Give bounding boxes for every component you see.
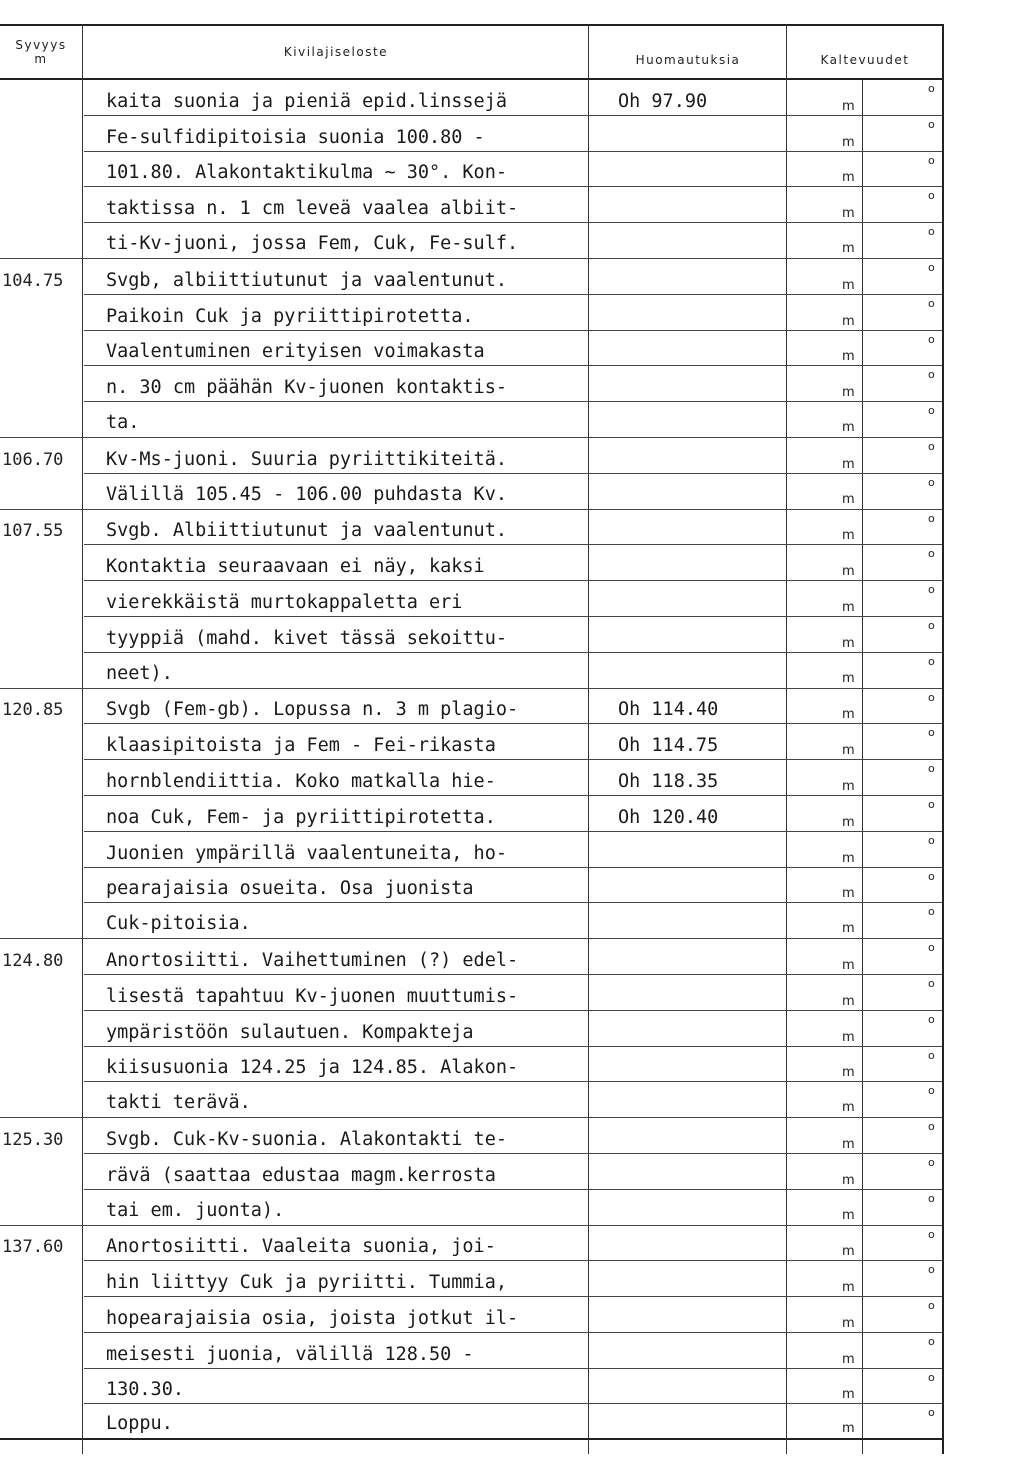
table-row [0,1369,942,1405]
dip-unit-degree: o [928,762,935,776]
header-notes: Huomautuksia [635,53,741,67]
description-text: n. 30 cm päähän Kv-juonen kontaktis- [106,377,507,399]
dip-unit-degree: o [928,439,935,453]
description-text: hopearajaisia osia, joista jotkut il- [106,1307,519,1329]
dip-unit-degree: o [928,1406,935,1420]
dip-unit-meter: m [842,957,855,973]
depth-value: 104.75 [2,270,64,291]
table-row [0,796,942,832]
dip-unit-degree: o [928,260,935,274]
header-depth [0,26,82,78]
table-row [0,1082,942,1118]
table-row [0,80,942,116]
dip-unit-degree: o [928,869,935,883]
depth-value: 137.60 [2,1237,64,1258]
table-row [0,510,942,546]
dip-unit-meter: m [842,206,855,222]
description-text: Välillä 105.45 - 106.00 puhdasta Kv. [106,483,507,505]
dip-unit-meter: m [842,778,855,794]
dip-unit-degree: o [928,654,935,668]
table-row [0,653,942,689]
dip-unit-meter: m [842,528,855,544]
table-row [0,116,942,152]
dip-unit-degree: o [928,976,935,990]
table-row [0,1404,942,1440]
depth-value: 107.55 [2,521,64,542]
description-text: ti-Kv-juoni, jossa Fem, Cuk, Fe-sulf. [106,232,519,254]
dip-unit-meter: m [842,814,855,830]
description-text: 101.80. Alakontaktikulma ~ 30°. Kon- [106,162,507,184]
dip-unit-degree: o [928,833,935,847]
note-text: Oh 120.40 [618,806,719,828]
description-text: Vaalentuminen erityisen voimakasta [106,341,485,363]
table-row [0,617,942,653]
description-text: Kv-Ms-juoni. Suuria pyriittikiteitä. [106,448,507,470]
depth-value: 125.30 [2,1129,64,1150]
description-text: Cuk-pitoisia. [106,913,251,935]
dip-unit-meter: m [842,1421,855,1437]
header-depth-label: Syvyys [15,38,67,52]
dip-unit-degree: o [928,618,935,632]
description-text: taktissa n. 1 cm leveä vaalea albiit- [106,198,519,220]
description-text: noa Cuk, Fem- ja pyriittipirotetta. [106,806,496,828]
table-row [0,581,942,617]
dip-unit-degree: o [928,1263,935,1277]
description-text: 130.30. [106,1379,184,1401]
dip-unit-degree: o [928,368,935,382]
table-row [0,903,942,939]
dip-unit-degree: o [928,1012,935,1026]
dip-unit-degree: o [928,153,935,167]
dip-unit-meter: m [842,1065,855,1081]
description-text: rävä (saattaa edustaa magm.kerrosta [106,1164,496,1186]
table-row [0,760,942,796]
table-row [0,187,942,223]
dip-unit-degree: o [928,1334,935,1348]
table-row [0,438,942,474]
dip-unit-degree: o [928,941,935,955]
description-text: tai em. juonta). [106,1199,285,1221]
dip-unit-degree: o [928,511,935,525]
dip-unit-meter: m [842,385,855,401]
description-text: takti terävä. [106,1092,251,1114]
dip-unit-degree: o [928,82,935,95]
description-text: Kontaktia seuraavaan ei näy, kaksi [106,556,485,578]
drill-log-sheet [0,24,944,1454]
header-depth-unit: m [34,52,48,66]
table-row [0,331,942,367]
dip-unit-meter: m [842,313,855,329]
description-text: meisesti juonia, välillä 128.50 - [106,1343,474,1365]
log-rows [0,80,942,1440]
table-row [0,474,942,510]
table-row [0,295,942,331]
description-text: ympäristöön sulautuen. Kompakteja [106,1021,474,1043]
description-text: lisestä tapahtuu Kv-juonen muuttumis- [106,985,519,1007]
depth-value: 106.70 [2,449,64,470]
dip-unit-meter: m [842,277,855,293]
dip-unit-degree: o [928,332,935,346]
dip-unit-meter: m [842,1315,855,1331]
description-text: klaasipitoista ja Fem - Fei-rikasta [106,735,496,757]
dip-unit-meter: m [842,921,855,937]
dip-unit-degree: o [928,1227,935,1241]
dip-unit-meter: m [842,1172,855,1188]
dip-unit-meter: m [842,170,855,186]
table-row [0,939,942,975]
dip-unit-meter: m [842,707,855,723]
dip-unit-meter: m [842,134,855,150]
dip-unit-meter: m [842,993,855,1009]
table-row [0,868,942,904]
dip-unit-meter: m [842,1100,855,1116]
dip-unit-degree: o [928,225,935,239]
depth-value: 120.85 [2,700,64,721]
dip-unit-degree: o [928,905,935,919]
description-text: hin liittyy Cuk ja pyriitti. Tummia, [106,1272,507,1294]
description-text: ta. [106,411,140,433]
description-text: Loppu. [106,1413,173,1435]
dip-unit-meter: m [842,491,855,507]
table-row [0,1226,942,1262]
dip-unit-meter: m [842,743,855,759]
table-row [0,259,942,295]
dip-unit-meter: m [842,599,855,615]
header-description: Kivilajiseloste [283,45,389,59]
description-text: Anortosiitti. Vaihettuminen (?) edel- [106,949,519,971]
table-row [0,1047,942,1083]
table-row [0,1297,942,1333]
description-text: neet). [106,662,173,684]
dip-unit-meter: m [842,1244,855,1260]
description-text: Fe-sulfidipitoisia suonia 100.80 - [106,126,485,148]
table-row [0,975,942,1011]
dip-unit-meter: m [842,1136,855,1152]
description-text: Juonien ympärillä vaalentuneita, ho- [106,842,507,864]
description-text: Svgb. Albiittiutunut ja vaalentunut. [106,520,507,542]
dip-unit-degree: o [928,1120,935,1134]
description-text: pearajaisia osueita. Osa juonista [106,878,474,900]
table-row [0,223,942,259]
note-text: Oh 97.90 [618,90,708,112]
dip-unit-degree: o [928,189,935,203]
dip-unit-meter: m [842,98,855,114]
table-row [0,689,942,725]
table-row [0,1190,942,1226]
dip-unit-meter: m [842,1387,855,1403]
description-text: vierekkäistä murtokappaletta eri [106,591,463,613]
note-text: Oh 118.35 [618,770,719,792]
description-text: Paikoin Cuk ja pyriittipirotetta. [106,305,474,327]
description-text: hornblendiittia. Koko matkalla hie- [106,770,496,792]
depth-value: 124.80 [2,950,64,971]
description-text: kaita suonia ja pieniä epid.linssejä [106,90,507,112]
dip-unit-degree: o [928,690,935,704]
description-text: kiisusuonia 124.25 ja 124.85. Alakon- [106,1057,519,1079]
dip-unit-meter: m [842,349,855,365]
table-row [0,724,942,760]
description-text: Svgb (Fem-gb). Lopussa n. 3 m plagio- [106,699,519,721]
dip-unit-degree: o [928,475,935,489]
description-text: Svgb, albiittiutunut ja vaalentunut. [106,269,507,291]
table-row [0,1333,942,1369]
dip-unit-meter: m [842,1280,855,1296]
dip-unit-degree: o [928,404,935,418]
dip-unit-degree: o [928,296,935,310]
dip-unit-degree: o [928,1370,935,1384]
table-row [0,1261,942,1297]
dip-unit-meter: m [842,670,855,686]
table-row [0,1154,942,1190]
table-row [0,366,942,402]
dip-unit-degree: o [928,1048,935,1062]
dip-unit-meter: m [842,564,855,580]
dip-unit-degree: o [928,726,935,740]
table-row [0,1118,942,1154]
dip-unit-meter: m [842,456,855,472]
dip-unit-degree: o [928,1191,935,1205]
table-row [0,152,942,188]
dip-unit-meter: m [842,419,855,435]
dip-unit-meter: m [842,886,855,902]
dip-unit-degree: o [928,797,935,811]
table-row [0,832,942,868]
dip-unit-degree: o [928,547,935,561]
description-text: Anortosiitti. Vaaleita suonia, joi- [106,1236,496,1258]
dip-unit-degree: o [928,117,935,131]
note-text: Oh 114.40 [618,699,719,721]
dip-unit-meter: m [842,850,855,866]
header-dips: Kaltevuudet [820,53,910,67]
dip-unit-meter: m [842,1207,855,1223]
dip-unit-degree: o [928,1155,935,1169]
dip-unit-degree: o [928,1299,935,1313]
dip-unit-degree: o [928,1084,935,1098]
dip-unit-meter: m [842,240,855,256]
description-text: Svgb. Cuk-Kv-suonia. Alakontakti te- [106,1128,507,1150]
dip-unit-meter: m [842,635,855,651]
table-row [0,545,942,581]
dip-unit-meter: m [842,1029,855,1045]
dip-unit-degree: o [928,583,935,597]
table-row [0,402,942,438]
dip-unit-meter: m [842,1351,855,1367]
note-text: Oh 114.75 [618,735,719,757]
description-text: tyyppiä (mahd. kivet tässä sekoittu- [106,627,507,649]
table-row [0,1011,942,1047]
